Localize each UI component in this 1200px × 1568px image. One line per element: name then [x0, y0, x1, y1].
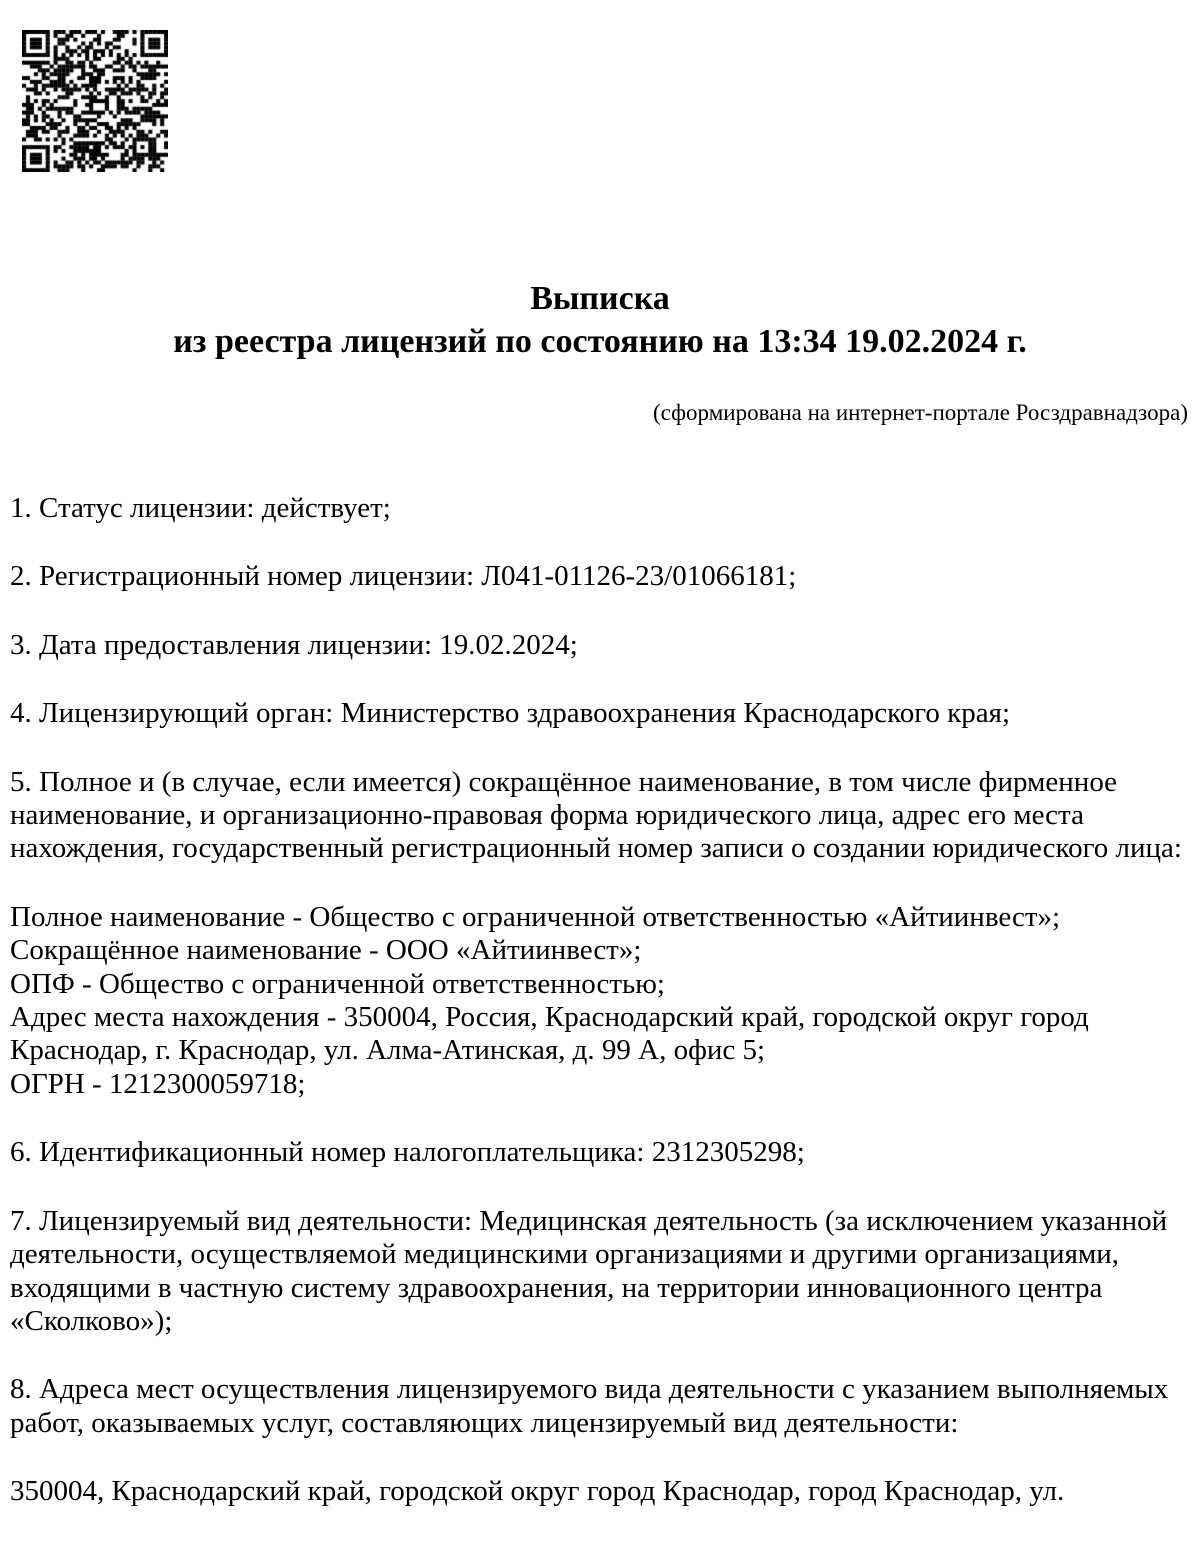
paragraph — [10, 1136, 1190, 1169]
qr-code — [22, 30, 168, 172]
text-line: работ, оказываемых услуг, составляющих лицензируемый вид деятельности: — [10, 1406, 959, 1439]
text-line: 2. Регистрационный номер лицензии: Л041-01126-23/01066181; — [10, 560, 797, 593]
paragraph — [10, 1475, 1190, 1508]
text-line: наименование, и организационно-правовая форма юридического лица, адрес его места — [10, 799, 1084, 832]
text-line: 7. Лицензируемый вид деятельности: Медицинская деятельность (за исключением указанной — [10, 1204, 1168, 1237]
paragraph — [10, 901, 1190, 1101]
text-line: 8. Адреса мест осуществления лицензируемого вида деятельности с указанием выполняемых — [10, 1373, 1169, 1406]
text-line: 5. Полное и (в случае, если имеется) сокращённое наименование, в том числе фирменное — [10, 765, 1118, 798]
text-line: Полное наименование - Общество с ограниченной ответственностью «Айтиинвест»; — [10, 900, 1061, 933]
text-line: 6. Идентификационный номер налогоплательщика: 2312305298; — [10, 1136, 805, 1169]
text-line: Адрес места нахождения - 350004, Россия, Краснодарский край, городской округ город — [10, 1001, 1089, 1034]
paragraph — [10, 1373, 1190, 1440]
text-line: деятельности, осуществляемой медицинскими организациями и другими организациями, — [10, 1238, 1120, 1271]
paragraph — [10, 560, 1190, 593]
formation-note: (сформирована на интернет-портале Росздравнадзора) — [653, 400, 1188, 425]
title-line-1: Выписка — [530, 280, 670, 317]
document-title — [10, 277, 1190, 363]
text-line: ОПФ - Общество с ограниченной ответственностью; — [10, 967, 665, 1000]
text-line: нахождения, государственный регистрационный номер записи о создании юридического лица: — [10, 832, 1182, 865]
text-line: 1. Статус лицензии: действует; — [10, 492, 391, 524]
text-line: ОГРН - 1212300059718; — [10, 1067, 306, 1100]
paragraph — [10, 1205, 1190, 1339]
text-line: 3. Дата предоставления лицензии: 19.02.2024; — [10, 628, 578, 661]
paragraph — [10, 492, 1190, 525]
document-body — [10, 492, 1190, 1509]
text-line: входящими в частную систему здравоохранения, на территории инновационного центра — [10, 1271, 1103, 1304]
paragraph — [10, 766, 1190, 866]
paragraph — [10, 629, 1190, 662]
text-line: 350004, Краснодарский край, городской округ город Краснодар, город Краснодар, ул. — [10, 1475, 1065, 1508]
paragraph — [10, 697, 1190, 730]
text-line: 4. Лицензирующий орган: Министерство здравоохранения Краснодарского края; — [10, 697, 1011, 730]
title-line-2: из реестра лицензий по состоянию на 13:34 19.02.2024 г. — [173, 323, 1027, 360]
text-line: «Сколково»); — [10, 1304, 173, 1337]
text-line: Сокращённое наименование - ООО «Айтиинвест»; — [10, 934, 642, 967]
text-line: Краснодар, г. Краснодар, ул. Алма-Атинская, д. 99 А, офис 5; — [10, 1034, 766, 1067]
